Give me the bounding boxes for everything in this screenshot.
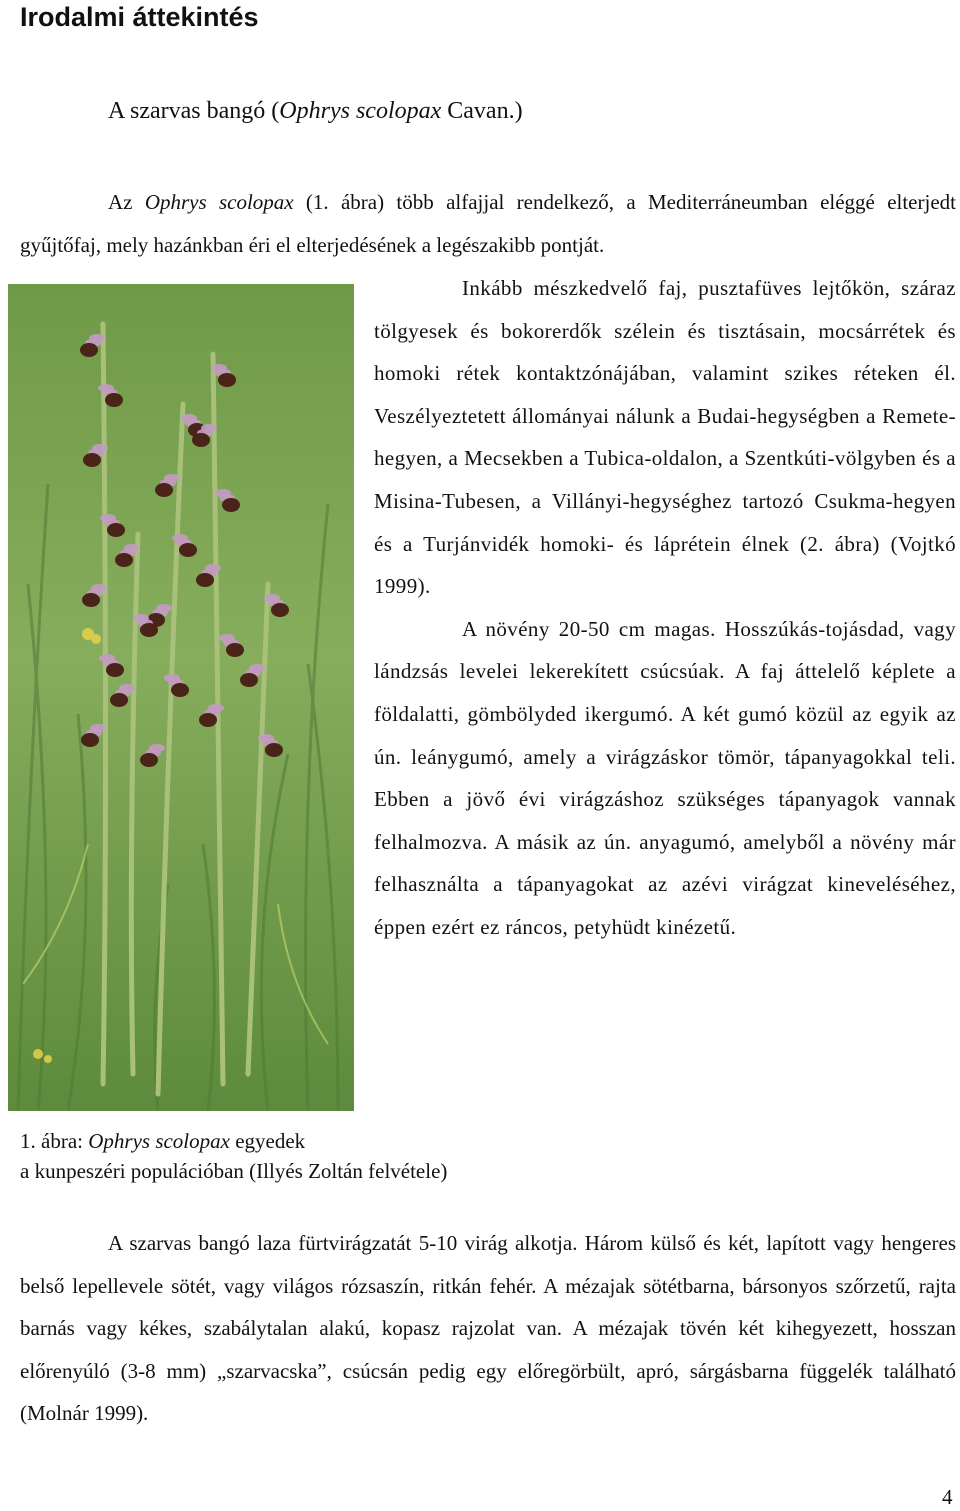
intro-paragraph (20, 181, 956, 266)
subtitle-latin: Ophrys scolopax (279, 98, 442, 124)
subtitle-prefix: A szarvas bangó ( (108, 98, 280, 124)
morphology-paragraph: A növény 20-50 cm magas. Hosszúkás-tojásdad, vagy lándzsás levelei lekerekített csúcsúak. A faj áttelelő képlete a földalatti, gömbölyded ikergumó. A két gumó közül az egyik az ún. leánygumó, amely a virágzáskor tömör, tápanyagokkal teli. Ebben a jövő évi virágzáshoz szükséges tápanyagok vannak felhalmozva. A másik az ún. anyagumó, amelyből a növény már felhasználta a tápanyagokat az azévi virágzat kineveléséhez, éppen ezért ez ráncos, petyhüdt kinézetű. (374, 616, 956, 939)
subtitle-suffix: Cavan.) (441, 98, 523, 124)
intro-latin: Ophrys scolopax (144, 190, 294, 214)
caption-latin: Ophrys scolopax (88, 1129, 230, 1153)
page-number: 4 (942, 1485, 953, 1509)
section-heading: Irodalmi áttekintés (20, 2, 259, 32)
caption-line1-rest: egyedek (229, 1129, 306, 1153)
figure-caption (20, 1126, 447, 1186)
caption-line2: a kunpeszéri populációban (Illyés Zoltán felvétele) (20, 1159, 448, 1183)
inflorescence-text: A szarvas bangó laza fürtvirágzatát 5-10 virág alkotja. Három külső és két, lapított vagy hengeres belső lepellevele sötét, vagy világos rózsaszín, ritkán fehér. A mézajak sötétbarna, bársonyos szőrzetű, rajta barnás vagy kékes, szabálytalan alakú, kopasz rajzolat van. A mézajak tövén két kihegyezett, hosszan előrenyúló (3-8 mm) „szarvacska”, csúcsán pedig egy előregörbült, apró, sárgásbarna függelék található (Molnár 1999). (20, 1231, 956, 1426)
caption-prefix: 1. ábra: (20, 1129, 89, 1153)
side-text-column (374, 267, 956, 949)
inflorescence-paragraph (20, 1222, 956, 1435)
intro-lead: Az (108, 190, 145, 214)
orchid-photo-illustration (8, 284, 354, 1111)
habitat-paragraph: Inkább mészkedvelő faj, pusztafüves lejtőkön, száraz tölgyesek és bokorerdők szélein és tisztásain, mocsárrétek és homoki rétek kontaktzónájában, valamint szikes réteken él. Veszélyeztetett állományai nálunk a Budai-hegységben a Remete-hegyen, a Mecsekben a Tubica-oldalon, a Szentkúti-völgyben és a Misina-Tubesen, a Villányi-hegységhez tartozó Csukma-hegyen és a Turjánvidék homoki- és láprétein élnek (2. ábra) (Vojtkó 1999). (374, 276, 956, 599)
intro-rest: (1. ábra) több alfajjal rendelkező, a Mediterráneumban eléggé elterjedt gyűjtőfaj, mely hazánkban éri el elterjedésének a legészakibb pontját. (20, 190, 956, 257)
orchid-photo (8, 284, 354, 1111)
species-title (108, 96, 523, 126)
